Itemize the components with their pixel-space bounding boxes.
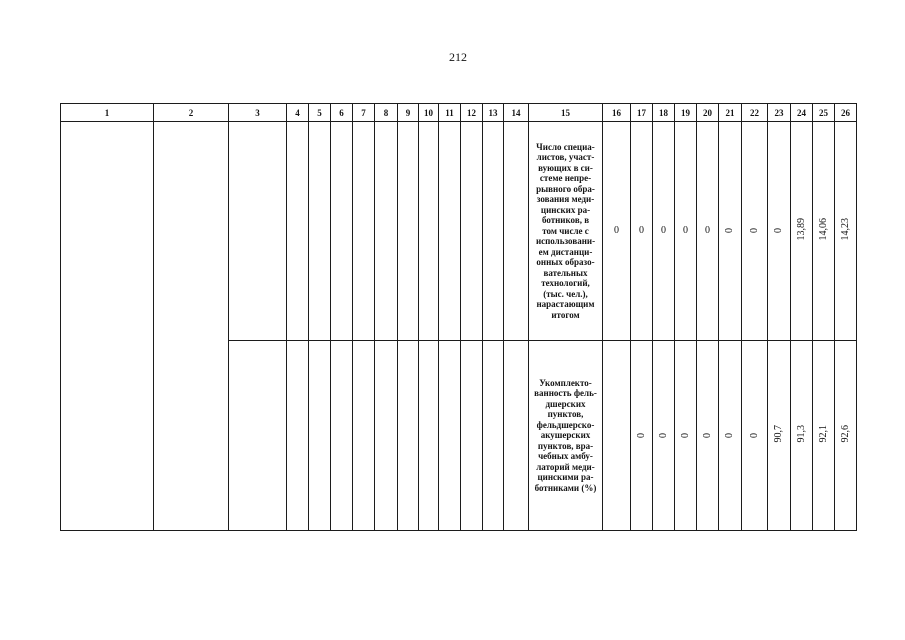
indicator-line: нарастающим: [536, 299, 595, 310]
empty-cell: [439, 341, 461, 531]
column-number: 10: [419, 104, 439, 122]
empty-cell: [229, 341, 287, 531]
column-number: 2: [154, 104, 229, 122]
value-cell: [603, 122, 631, 341]
column-number: 20: [697, 104, 719, 122]
indicator-line: Укомплекто-: [539, 377, 592, 388]
empty-cell: [504, 341, 529, 531]
indicator-line: пунктов, вра-: [537, 440, 594, 451]
column-number: 16: [603, 104, 631, 122]
empty-cell: [419, 341, 439, 531]
indicator-line: ванность фель-: [534, 388, 597, 399]
empty-cell: [353, 341, 375, 531]
value-cell: [742, 341, 768, 531]
column-number: 26: [835, 104, 857, 122]
indicator-cell: [529, 122, 603, 341]
value-cell: [675, 341, 697, 531]
indicator-line: цинскими ра-: [537, 472, 594, 483]
value-cell: [835, 122, 857, 341]
indicator-line: ботниками (%): [534, 482, 597, 493]
indicator-line: Число специа-: [536, 141, 595, 152]
value-cell: [653, 341, 675, 531]
value-cell: [768, 122, 791, 341]
empty-cell: [504, 122, 529, 341]
value-cell: [791, 122, 813, 341]
column-number: 8: [375, 104, 398, 122]
empty-cell: [375, 341, 398, 531]
empty-cell: [398, 341, 419, 531]
value-text: 92,1: [817, 425, 829, 443]
empty-cell: [154, 122, 229, 531]
value-text: 14,06: [817, 218, 829, 241]
empty-cell: [419, 122, 439, 341]
value-text: 0: [773, 228, 784, 233]
empty-cell: [461, 341, 483, 531]
empty-cell: [61, 122, 154, 531]
value-text: 91,3: [795, 425, 807, 443]
value-cell: [719, 122, 742, 341]
empty-cell: [287, 122, 309, 341]
value-cell: [791, 341, 813, 531]
empty-cell: [603, 341, 631, 531]
indicator-line: латорий меди-: [536, 461, 595, 472]
empty-cell: [331, 341, 353, 531]
indicator-line: листов, участ-: [536, 152, 595, 163]
column-number: 21: [719, 104, 742, 122]
column-number: 9: [398, 104, 419, 122]
value-cell: [719, 341, 742, 531]
indicator-line: цинских ра-: [540, 204, 591, 215]
value-cell: [631, 341, 653, 531]
indicator-line: дшерских: [545, 398, 586, 409]
column-number: 3: [229, 104, 287, 122]
column-number: 4: [287, 104, 309, 122]
value-text: 0: [748, 228, 760, 233]
indicator-line: итогом: [551, 309, 580, 320]
value-cell: [768, 341, 791, 531]
column-number: 11: [439, 104, 461, 122]
empty-cell: [309, 341, 331, 531]
value-text: 90,7: [773, 425, 784, 443]
indicator-line: фельдшерско-: [536, 419, 595, 430]
indicator-line: (тыс. чел.),: [543, 288, 588, 299]
column-number: 6: [331, 104, 353, 122]
value-text: 92,6: [839, 425, 851, 443]
empty-cell: [461, 122, 483, 341]
indicator-line: технологий,: [541, 278, 590, 289]
value-text: 0: [705, 225, 710, 236]
value-text: 0: [724, 228, 735, 233]
indicator-line: ботников, в: [541, 215, 590, 226]
indicator-line: вующих в си-: [538, 162, 593, 173]
value-text: 13,89: [795, 218, 807, 241]
value-text: 0: [614, 225, 619, 236]
empty-cell: [483, 341, 504, 531]
value-cell: [813, 341, 835, 531]
value-cell: [675, 122, 697, 341]
indicator-line: рывного обра-: [536, 183, 595, 194]
indicator-line: использовани-: [535, 236, 596, 247]
column-number: 13: [483, 104, 504, 122]
column-number: 15: [529, 104, 603, 122]
indicator-line: стеме непре-: [539, 173, 592, 184]
indicator-line: пунктов,: [547, 409, 584, 420]
value-text: 0: [748, 432, 760, 438]
column-number: 25: [813, 104, 835, 122]
column-number-row: [61, 104, 857, 122]
column-number: 7: [353, 104, 375, 122]
value-text: 0: [661, 225, 666, 236]
value-cell: [813, 122, 835, 341]
column-number: 18: [653, 104, 675, 122]
value-cell: [835, 341, 857, 531]
data-table: [60, 103, 857, 531]
indicator-line: зования меди-: [536, 194, 595, 205]
empty-cell: [398, 122, 419, 341]
empty-cell: [287, 341, 309, 531]
value-text: 14,23: [839, 218, 851, 241]
column-number: 5: [309, 104, 331, 122]
value-text: 0: [635, 432, 647, 438]
empty-cell: [483, 122, 504, 341]
empty-cell: [309, 122, 331, 341]
value-text: 0: [639, 225, 644, 236]
column-number: 24: [791, 104, 813, 122]
value-text: 0: [683, 225, 688, 236]
column-number: 1: [61, 104, 154, 122]
indicator-line: акушерских: [540, 430, 591, 441]
table-row: [61, 122, 857, 341]
value-cell: [697, 341, 719, 531]
page-number: 212: [449, 50, 467, 64]
value-cell: [742, 122, 768, 341]
column-number: 23: [768, 104, 791, 122]
column-number: 14: [504, 104, 529, 122]
column-number: 12: [461, 104, 483, 122]
indicator-line: онных образо-: [536, 257, 595, 268]
indicator-line: том числе с: [542, 225, 589, 236]
value-text: 0: [701, 432, 713, 438]
empty-cell: [375, 122, 398, 341]
indicator-cell: [529, 341, 603, 531]
value-cell: [631, 122, 653, 341]
value-text: 0: [724, 432, 735, 438]
column-number: 17: [631, 104, 653, 122]
value-text: 0: [657, 432, 669, 438]
column-number: 19: [675, 104, 697, 122]
value-text: 0: [679, 432, 691, 438]
indicator-line: чебных амбу-: [538, 451, 593, 462]
value-cell: [653, 122, 675, 341]
empty-cell: [439, 122, 461, 341]
empty-cell: [353, 122, 375, 341]
empty-cell: [229, 122, 287, 341]
column-number: 22: [742, 104, 768, 122]
empty-cell: [331, 122, 353, 341]
indicator-line: вательных: [543, 267, 588, 278]
value-cell: [697, 122, 719, 341]
indicator-line: ем дистанци-: [538, 246, 593, 257]
